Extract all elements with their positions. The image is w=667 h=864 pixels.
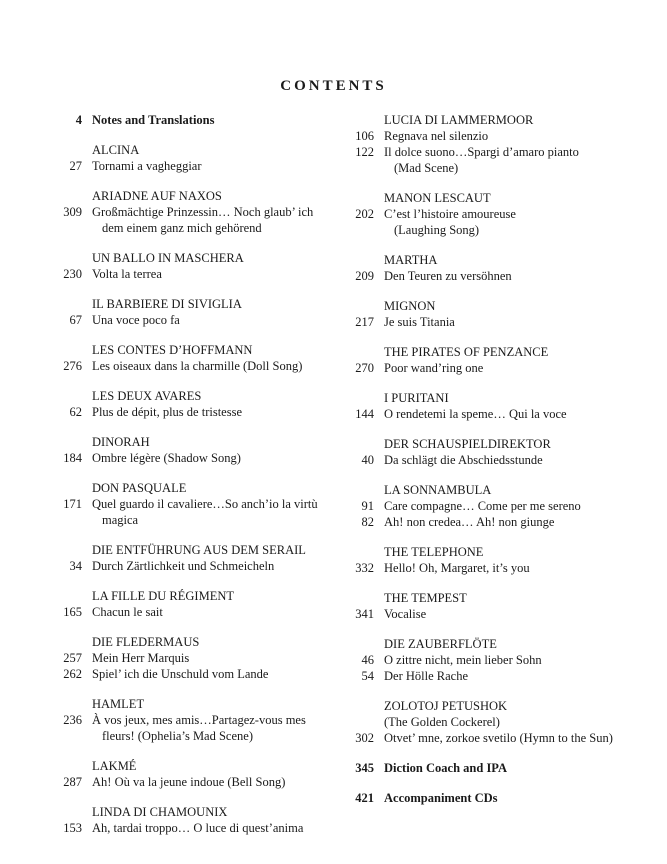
contents-entry: [48, 296, 340, 328]
contents-item: [340, 268, 640, 284]
contents-item: [340, 498, 640, 514]
page-number: 106: [355, 129, 374, 143]
contents-entry: [48, 188, 340, 236]
page-number: 122: [355, 145, 374, 159]
page-number: 230: [63, 267, 82, 281]
contents-item: [48, 404, 340, 420]
page-number: 46: [361, 653, 374, 667]
opera-heading: DIE ENTFÜHRUNG AUS DEM SERAIL: [92, 543, 306, 557]
aria-title: Otvet’ mne, zorkoe svetilo (Hymn to the Sun): [384, 731, 613, 745]
contents-item: [340, 560, 640, 576]
contents-entry: [340, 344, 640, 376]
opera-heading: LAKMÉ: [92, 759, 137, 773]
contents-entry: [340, 790, 640, 806]
contents-entry: [48, 480, 340, 528]
contents-entry: [48, 634, 340, 682]
opera-heading: MARTHA: [384, 253, 438, 267]
aria-title: Vocalise: [384, 607, 427, 621]
page-number: 4: [75, 113, 82, 127]
aria-title: Ombre légère (Shadow Song): [92, 451, 241, 465]
aria-title-continued: (Laughing Song): [394, 223, 480, 237]
opera-heading: LES DEUX AVARES: [92, 389, 202, 403]
contents-entry: [340, 698, 640, 746]
aria-title: Plus de dépit, plus de tristesse: [92, 405, 242, 419]
aria-title: Ah, tardai troppo… O luce di quest’anima: [92, 821, 304, 835]
aria-title: Chacun le sait: [92, 605, 163, 619]
page-number: 62: [69, 405, 82, 419]
contents-entry: [340, 482, 640, 530]
contents-entry: [340, 760, 640, 776]
contents-item: [340, 790, 640, 806]
aria-title: Je suis Titania: [384, 315, 455, 329]
contents-entry: [48, 112, 340, 128]
opera-heading: DER SCHAUSPIELDIREKTOR: [384, 437, 551, 451]
aria-title: Notes and Translations: [92, 113, 215, 127]
aria-title: Una voce poco fa: [92, 313, 180, 327]
page-number: 27: [69, 159, 82, 173]
contents-item: [48, 496, 340, 528]
contents-entry: [48, 758, 340, 790]
aria-title: Durch Zärtlichkeit und Schmeicheln: [92, 559, 275, 573]
aria-title: Il dolce suono…Spargi d’amaro pianto: [384, 145, 579, 159]
aria-title-continued: magica: [102, 513, 139, 527]
contents-item: [340, 314, 640, 330]
aria-title: Quel guardo il cavaliere…So anch’io la virtù: [92, 497, 318, 511]
page-number: 309: [63, 205, 82, 219]
contents-entry: [340, 436, 640, 468]
contents-entry: [340, 298, 640, 330]
contents-item: [48, 774, 340, 790]
aria-title: Spiel’ ich die Unschuld vom Lande: [92, 667, 269, 681]
aria-title: Der Hölle Rache: [384, 669, 468, 683]
contents-item: [48, 358, 340, 374]
page-number: 165: [63, 605, 82, 619]
contents-item: [340, 760, 640, 776]
aria-title: Ah! non credea… Ah! non giunge: [384, 515, 555, 529]
contents-entry: [48, 250, 340, 282]
contents-column-left: [48, 112, 340, 850]
page-number: 270: [355, 361, 374, 375]
opera-heading: LUCIA DI LAMMERMOOR: [384, 113, 534, 127]
contents-item: [340, 206, 640, 238]
page-number: 302: [355, 731, 374, 745]
contents-item: [48, 450, 340, 466]
aria-title: Den Teuren zu versöhnen: [384, 269, 512, 283]
aria-title: Da schlägt die Abschiedsstunde: [384, 453, 543, 467]
aria-title: Großmächtige Prinzessin… Noch glaub’ ich: [92, 205, 314, 219]
aria-title: Poor wand’ring one: [384, 361, 484, 375]
aria-title: O rendetemi la speme… Qui la voce: [384, 407, 567, 421]
page-number: 153: [63, 821, 82, 835]
contents-entry: [48, 696, 340, 744]
page-number: 54: [361, 669, 374, 683]
aria-title: Mein Herr Marquis: [92, 651, 190, 665]
page-number: 287: [63, 775, 82, 789]
opera-heading: LA FILLE DU RÉGIMENT: [92, 589, 234, 603]
aria-title: À vos jeux, mes amis…Partagez-vous mes: [92, 713, 306, 727]
aria-title: Diction Coach and IPA: [384, 761, 508, 775]
opera-heading: THE PIRATES OF PENZANCE: [384, 345, 549, 359]
contents-entry: [340, 112, 640, 176]
page-number: 171: [63, 497, 82, 511]
page-number: 91: [361, 499, 374, 513]
page-number: 217: [355, 315, 374, 329]
page-number: 341: [355, 607, 374, 621]
page-number: 144: [355, 407, 374, 421]
aria-title: Volta la terrea: [92, 267, 162, 281]
contents-item: [340, 606, 640, 622]
page-number: 67: [69, 313, 82, 327]
page-number: 276: [63, 359, 82, 373]
opera-heading: ALCINA: [92, 143, 140, 157]
contents-entry: [340, 636, 640, 684]
page-number: 332: [355, 561, 374, 575]
contents-item: [48, 158, 340, 174]
aria-title: Tornami a vagheggiar: [92, 159, 202, 173]
contents-item: [340, 128, 640, 144]
aria-title: C’est l’histoire amoureuse: [384, 207, 516, 221]
opera-heading: IL BARBIERE DI SIVIGLIA: [92, 297, 242, 311]
page-number: 184: [63, 451, 82, 465]
contents-item: [48, 312, 340, 328]
contents-item: [48, 666, 340, 682]
opera-heading: DON PASQUALE: [92, 481, 187, 495]
contents-item: [48, 604, 340, 620]
aria-title-continued: (Mad Scene): [394, 161, 459, 175]
contents-item: [340, 514, 640, 530]
opera-heading: MANON LESCAUT: [384, 191, 491, 205]
page-number: 82: [361, 515, 374, 529]
aria-title: Les oiseaux dans la charmille (Doll Song): [92, 359, 303, 373]
opera-heading: ZOLOTOJ PETUSHOK: [384, 699, 508, 713]
contents-entry: [340, 590, 640, 622]
page-number: 40: [361, 453, 374, 467]
page-number: 209: [355, 269, 374, 283]
contents-entry: [48, 388, 340, 420]
contents-item: [48, 204, 340, 236]
contents-item: [340, 652, 640, 668]
opera-heading: DIE FLEDERMAUS: [92, 635, 200, 649]
opera-heading: THE TEMPEST: [384, 591, 467, 605]
contents-entry: [48, 588, 340, 620]
page-number: 236: [63, 713, 82, 727]
contents-entry: [48, 804, 340, 836]
aria-title-continued: fleurs! (Ophelia’s Mad Scene): [102, 729, 253, 743]
page-number: 421: [355, 791, 374, 805]
aria-title-continued: dem einem ganz mich gehörend: [102, 221, 262, 235]
contents-entry: [340, 252, 640, 284]
contents-item: [48, 650, 340, 666]
contents-item: [340, 452, 640, 468]
opera-heading: LES CONTES D’HOFFMANN: [92, 343, 253, 357]
opera-heading: THE TELEPHONE: [384, 545, 484, 559]
aria-title: Ah! Où va la jeune indoue (Bell Song): [92, 775, 286, 789]
contents-entry: [48, 342, 340, 374]
opera-heading: DIE ZAUBERFLÖTE: [384, 637, 497, 651]
contents-entry: [48, 542, 340, 574]
opera-heading: UN BALLO IN MASCHERA: [92, 251, 244, 265]
opera-heading: MIGNON: [384, 299, 436, 313]
contents-entry: [340, 390, 640, 422]
aria-title: Care compagne… Come per me sereno: [384, 499, 581, 513]
contents-entry: [48, 434, 340, 466]
page-number: 202: [355, 207, 374, 221]
page-title: CONTENTS: [280, 78, 387, 94]
contents-item: [340, 360, 640, 376]
page-number: 262: [63, 667, 82, 681]
opera-heading: ARIADNE AUF NAXOS: [92, 189, 222, 203]
page-number: 345: [355, 761, 374, 775]
aria-title: Accompaniment CDs: [384, 791, 498, 805]
contents-item: [340, 668, 640, 684]
contents-item: [340, 406, 640, 422]
opera-heading: I PURITANI: [384, 391, 449, 405]
contents-item: [48, 112, 340, 128]
aria-title: Regnava nel silenzio: [384, 129, 489, 143]
opera-heading: LINDA DI CHAMOUNIX: [92, 805, 228, 819]
contents-entry: [340, 544, 640, 576]
contents-item: [340, 144, 640, 176]
contents-entry: [48, 142, 340, 174]
contents-item: [48, 558, 340, 574]
opera-heading: LA SONNAMBULA: [384, 483, 492, 497]
contents-item: [48, 266, 340, 282]
contents-entry: [340, 190, 640, 238]
page-number: 34: [69, 559, 82, 573]
contents-item: [340, 730, 640, 746]
contents-column-right: [340, 112, 640, 820]
page-number: 257: [63, 651, 82, 665]
aria-title: Hello! Oh, Margaret, it’s you: [384, 561, 530, 575]
contents-item: [48, 820, 340, 836]
aria-title: O zittre nicht, mein lieber Sohn: [384, 653, 542, 667]
opera-subtitle: (The Golden Cockerel): [384, 715, 500, 729]
opera-heading: HAMLET: [92, 697, 145, 711]
contents-item: [48, 712, 340, 744]
opera-heading: DINORAH: [92, 435, 150, 449]
